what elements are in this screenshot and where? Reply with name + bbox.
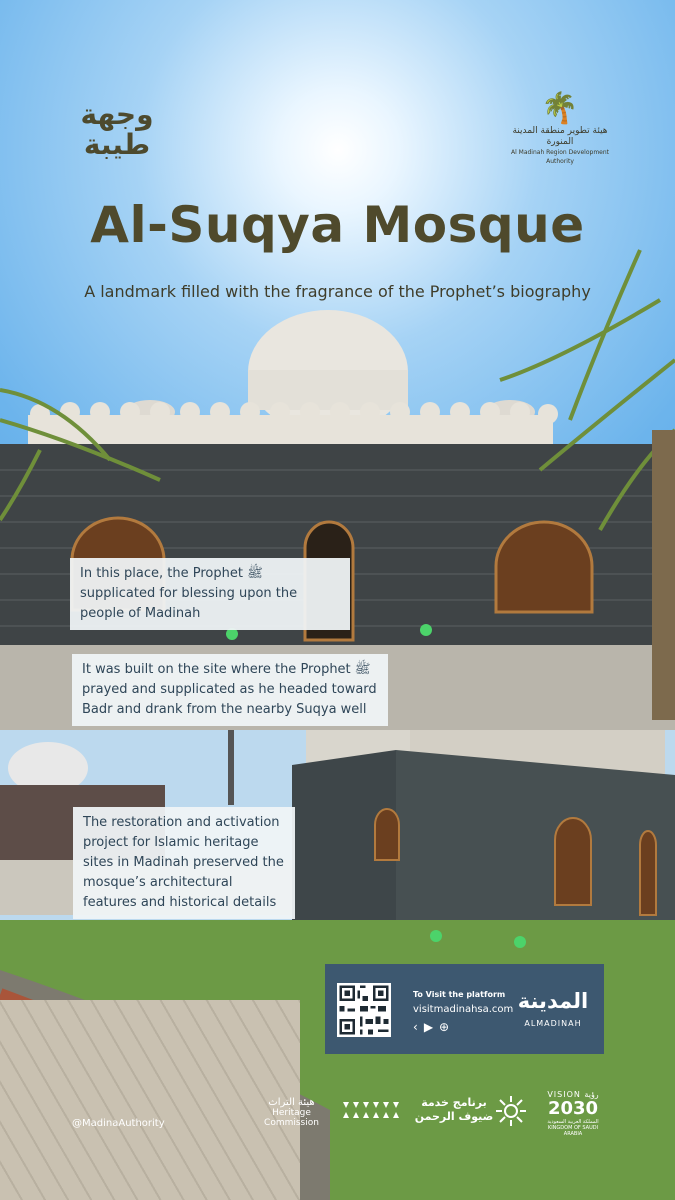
heritage-ar: هيئة التراث [268, 1097, 315, 1108]
palm-swords-icon: 🌴 [541, 91, 579, 126]
chevron-left-icon: ‹ [413, 1020, 424, 1034]
website-link[interactable]: visitmadinahsa.com [413, 1004, 514, 1015]
app-store-icons [413, 1020, 455, 1034]
visit-platform-promo[interactable] [325, 964, 604, 1054]
browser-icon[interactable]: ⊕ [439, 1020, 456, 1034]
almadinah-logo-ar: المدينة [517, 989, 589, 1013]
caption-badr: It was built on the site where the Prophet ﷺ prayed and supplicated as he headed toward Badr and drank from the nearby Suqya well [72, 654, 388, 726]
heritage-pattern-icon [341, 1098, 405, 1122]
page-title: Al-Suqya Mosque [90, 196, 585, 254]
qr-code-icon[interactable] [337, 983, 391, 1037]
caption-supplication: In this place, the Prophet ﷺ supplicated for blessing upon the people of Madinah [70, 558, 350, 630]
page-subtitle: A landmark filled with the fragrance of the Prophet’s biography [84, 282, 591, 301]
heritage-en: Heritage Commission [264, 1108, 319, 1128]
authority-name-en: Al Madinah Region Development Authority [510, 149, 610, 165]
almadinah-logo-en: ALMADINAH [524, 1019, 582, 1028]
program-line-2: ضيوف الرحمن [414, 1110, 494, 1123]
caption-restoration: The restoration and activation project for Islamic heritage sites in Madinah preserved the mosque’s architectural features and historical details [73, 807, 295, 919]
guests-program-logo [413, 1096, 495, 1124]
vision-2030-logo [538, 1090, 608, 1137]
kingdom-label: المملكة العربية السعودية KINGDOM OF SAUDI ARABIA [547, 1119, 599, 1137]
logo-line-2: طيبة [83, 128, 151, 161]
social-handle: @MadinaAuthority [72, 1118, 165, 1129]
star-emblem-icon [494, 1094, 528, 1128]
vision-year: 2030 [547, 1098, 599, 1119]
logo-line-1: وجهة [80, 98, 154, 131]
vision-label: VISION رؤية [547, 1090, 599, 1099]
authority-logo [510, 92, 610, 166]
heritage-commission-logo [244, 1097, 339, 1128]
authority-name-ar: هيئة تطوير منطقة المدينة المنورة [512, 126, 608, 147]
wajhat-taiba-logo [72, 100, 162, 160]
visit-label: To Visit the platform [413, 990, 506, 999]
program-line-1: برنامج خدمة [421, 1096, 487, 1109]
play-store-icon[interactable]: ▶ [423, 1020, 440, 1034]
